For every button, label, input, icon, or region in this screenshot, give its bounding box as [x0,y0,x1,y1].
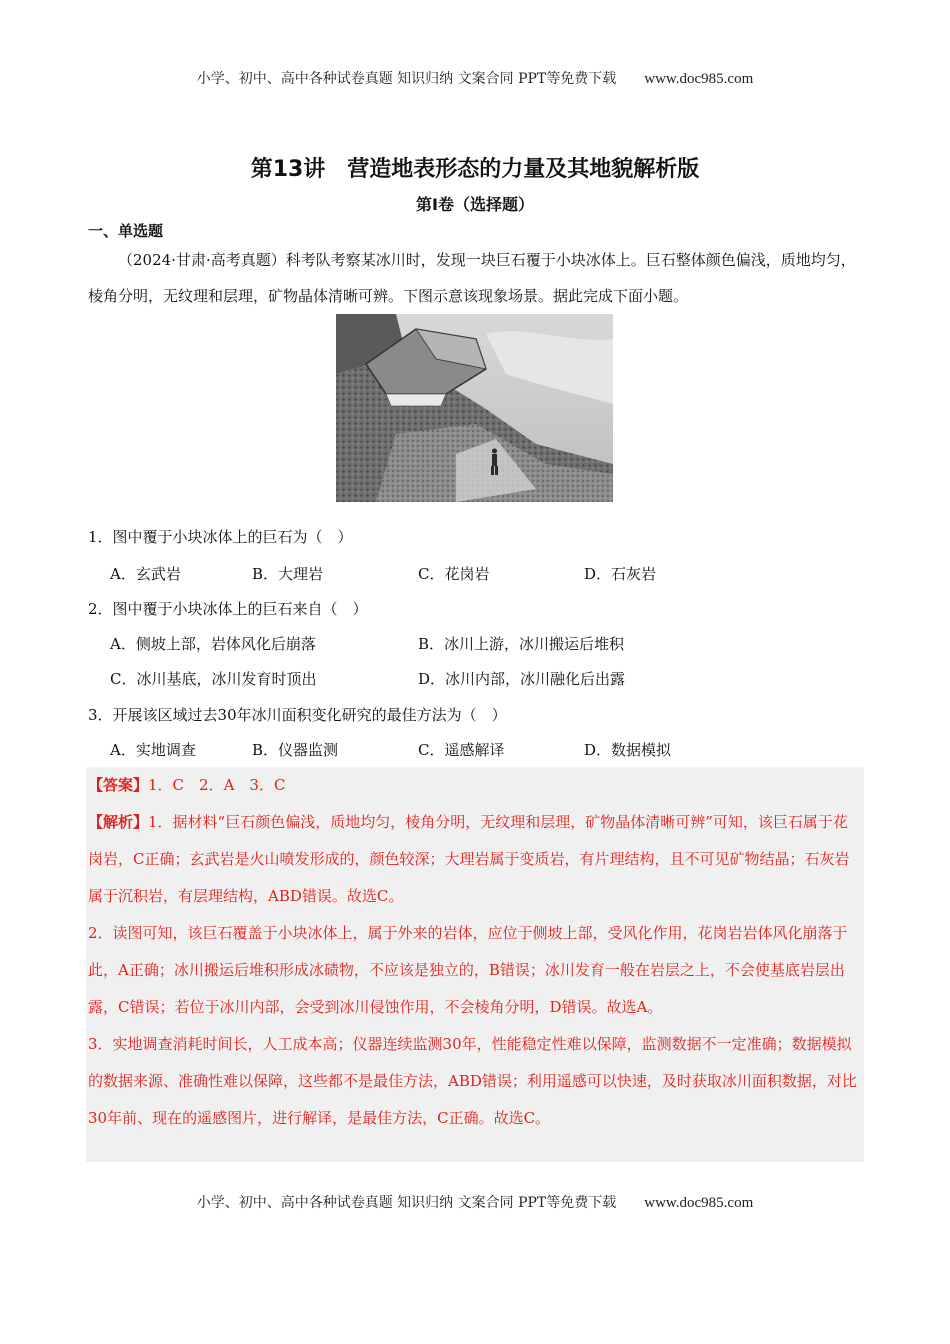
question-1-option-d[interactable]: D．石灰岩 [584,565,657,583]
question-2-option-c[interactable]: C．冰川基底，冰川发育时顶出 [110,670,317,688]
question-2-option-d[interactable]: D．冰川内部，冰川融化后出露 [418,670,626,688]
question-2-stem: 2．图中覆于小块冰体上的巨石来自（ ） [88,600,368,618]
analysis-label: 【解析】 [88,813,149,831]
footer-text: 小学、初中、高中各种试卷真题 知识归纳 文案合同 PPT等免费下载 [196,1195,617,1211]
header-url[interactable]: www.doc985.com [644,71,754,87]
analysis-1-text: 1．据材料“巨石颜色偏浅，质地均匀，棱角分明，无纹理和层理，矿物晶体清晰可辨”可知，该巨石属于花岗岩，C正确；玄武岩是火山喷发形成的，颜色较深；大理岩属于变质岩，有片理结构，且不可见矿物结晶；石灰岩属于沉积岩，有层理结构，ABD错误。故选C。 [88,813,850,905]
question-1-option-c[interactable]: C．花岗岩 [418,565,490,583]
footer-url[interactable]: www.doc985.com [644,1195,754,1211]
question-3-option-a[interactable]: A．实地调查 [110,741,196,759]
question-intro: （2024·甘肃·高考真题）科考队考察某冰川时，发现一块巨石覆于小块冰体上。巨石整体颜色偏浅，质地均匀，棱角分明，无纹理和层理，矿物晶体清晰可辨。下图示意该现象场景。据此完成下面小题。 [88,251,856,305]
question-1-stem: 1．图中覆于小块冰体上的巨石为（ ） [88,528,353,546]
answer-text: 1．C 2．A 3．C [148,776,286,794]
question-1-option-a[interactable]: A．玄武岩 [110,565,181,583]
analysis-2: 2．读图可知，该巨石覆盖于小块冰体上，属于外来的岩体，应位于侧坡上部，受风化作用，花岗岩岩体风化崩落于此，A正确；冰川搬运后堆积形成冰碛物，不应该是独立的，B错误；冰川发育一般在岩层之上，不会使基底岩层出露，C错误；若位于冰川内部，会受到冰川侵蚀作用，不会棱角分明，D错误。故选A。 [88,924,848,1016]
section-heading: 一、单选题 [88,222,164,240]
page-title: 第13讲 营造地表形态的力量及其地貌解析版 [250,157,700,182]
analysis-1 [86,804,864,915]
question-3-stem: 3．开展该区域过去30年冰川面积变化研究的最佳方法为（ ） [88,706,507,724]
page-footer [0,1192,950,1212]
answer-panel [86,767,864,1162]
question-3-option-c[interactable]: C．遥感解译 [418,741,505,759]
answer-label: 【答案】 [88,776,149,794]
question-3-option-d[interactable]: D．数据模拟 [584,741,672,759]
question-2-option-b[interactable]: B．冰川上游，冰川搬运后堆积 [418,635,625,653]
header-text: 小学、初中、高中各种试卷真题 知识归纳 文案合同 PPT等免费下载 [196,71,617,87]
page-header [0,68,950,88]
answer-line [86,767,864,804]
question-2-option-a[interactable]: A．侧坡上部，岩体风化后崩落 [110,635,316,653]
question-1-option-b[interactable]: B．大理岩 [252,565,324,583]
question-3-option-b[interactable]: B．仪器监测 [252,741,339,759]
volume-heading: 第Ⅰ卷（选择题） [416,195,534,214]
glacier-boulder-photo [336,314,613,502]
analysis-3: 3．实地调查消耗时间长，人工成本高；仪器连续监测30年，性能稳定性难以保障，监测数据不一定准确；数据模拟的数据来源、准确性难以保障，这些都不是最佳方法，ABD错误；利用遥感可以快速，及时获取冰川面积数据，对比30年前、现在的遥感图片，进行解译，是最佳方法，C正确。故选C。 [88,1035,857,1127]
